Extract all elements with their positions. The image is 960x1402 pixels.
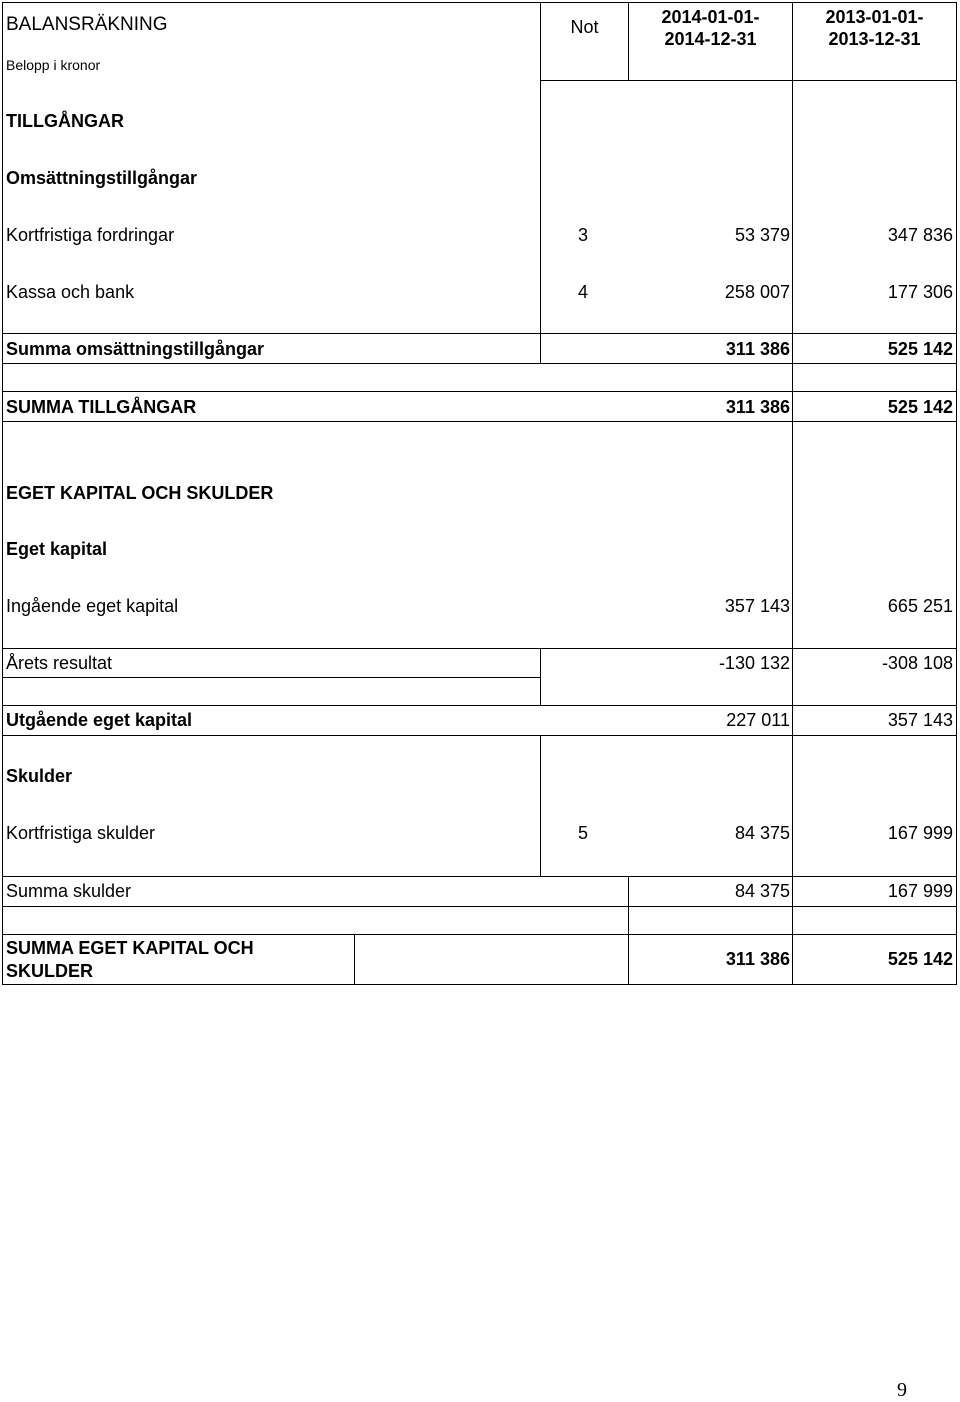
- border-right: [956, 2, 957, 985]
- sum-current-assets-2014: 311 386: [725, 339, 790, 359]
- rule-top: [2, 2, 957, 3]
- rule-sum-current-top: [2, 333, 957, 334]
- total-equity-liabilities-2013: 525 142: [887, 949, 953, 969]
- row-short-term-liabilities-2014: 84 375: [734, 823, 790, 843]
- total-equity-liabilities-label-2: SKULDER: [6, 961, 94, 981]
- total-assets-2013: 525 142: [887, 397, 953, 417]
- rule-sum-liab-top: [2, 876, 957, 877]
- row-opening-equity-2014: 357 143: [724, 596, 790, 616]
- rule-sum-current-bottom: [2, 363, 957, 364]
- closing-equity-2014: 227 011: [726, 710, 790, 730]
- row-short-term-liabilities-label: Kortfristiga skulder: [6, 823, 156, 843]
- row-opening-equity-label: Ingående eget kapital: [6, 596, 179, 616]
- rule-total-assets-bottom: [2, 421, 957, 422]
- total-assets-label: SUMMA TILLGÅNGAR: [6, 397, 197, 417]
- equity-liabilities-heading: EGET KAPITAL OCH SKULDER: [6, 483, 274, 503]
- row-cash-2014: 258 007: [724, 282, 790, 302]
- col-divider-note-3: [540, 735, 541, 876]
- rule-closing-bottom: [2, 735, 957, 736]
- current-assets-heading: Omsättningstillgångar: [6, 168, 198, 188]
- col-divider-note: [540, 2, 541, 363]
- sum-current-assets-label: Summa omsättningstillgångar: [6, 339, 265, 359]
- sum-liabilities-label: Summa skulder: [6, 881, 132, 901]
- page-number: 9: [897, 1379, 907, 1401]
- period-2014-start: 2014-01-01-: [661, 7, 760, 27]
- assets-heading: TILLGÅNGAR: [6, 111, 124, 131]
- sum-liabilities-2013: 167 999: [887, 881, 953, 901]
- period-2013-end: 2013-12-31: [828, 29, 921, 49]
- row-cash-2013: 177 306: [887, 282, 953, 302]
- row-result-label: Årets resultat: [6, 653, 113, 673]
- rule-result-bottom: [2, 677, 541, 678]
- row-short-term-liabilities-2013: 167 999: [887, 823, 953, 843]
- total-assets-2014: 311 386: [725, 397, 790, 417]
- row-cash-note: 4: [578, 282, 589, 302]
- period-2014-end: 2014-12-31: [664, 29, 757, 49]
- rule-closing-top: [2, 705, 957, 706]
- equity-heading: Eget kapital: [6, 539, 108, 559]
- note-column-header: Not: [570, 17, 599, 37]
- closing-equity-2013: 357 143: [887, 710, 953, 730]
- col-divider-total-label: [354, 934, 355, 985]
- row-cash-label: Kassa och bank: [6, 282, 135, 302]
- row-short-term-liabilities-note: 5: [578, 823, 589, 843]
- period-2013-start: 2013-01-01-: [825, 7, 924, 27]
- row-receivables-label: Kortfristiga fordringar: [6, 225, 175, 245]
- total-equity-liabilities-2014: 311 386: [725, 949, 790, 969]
- rule-result-top: [2, 648, 957, 649]
- rule-header-bottom: [540, 80, 957, 81]
- rule-bottom: [2, 984, 957, 985]
- currency-note: Belopp i kronor: [6, 57, 101, 73]
- closing-equity-label: Utgående eget kapital: [6, 710, 193, 730]
- sum-liabilities-2014: 84 375: [734, 881, 790, 901]
- row-receivables-2013: 347 836: [887, 225, 953, 245]
- sum-current-assets-2013: 525 142: [887, 339, 953, 359]
- rule-sum-liab-bottom: [2, 906, 957, 907]
- row-opening-equity-2013: 665 251: [887, 596, 953, 616]
- row-result-2013: -308 108: [881, 653, 953, 673]
- rule-total-top: [2, 934, 957, 935]
- rule-total-assets-top: [2, 391, 957, 392]
- row-receivables-note: 3: [578, 225, 589, 245]
- row-receivables-2014: 53 379: [734, 225, 790, 245]
- border-left: [2, 2, 3, 985]
- page-title: BALANSRÄKNING: [6, 14, 168, 35]
- total-equity-liabilities-label-1: SUMMA EGET KAPITAL OCH: [6, 938, 254, 958]
- liabilities-heading: Skulder: [6, 766, 73, 786]
- row-result-2014: -130 132: [718, 653, 790, 673]
